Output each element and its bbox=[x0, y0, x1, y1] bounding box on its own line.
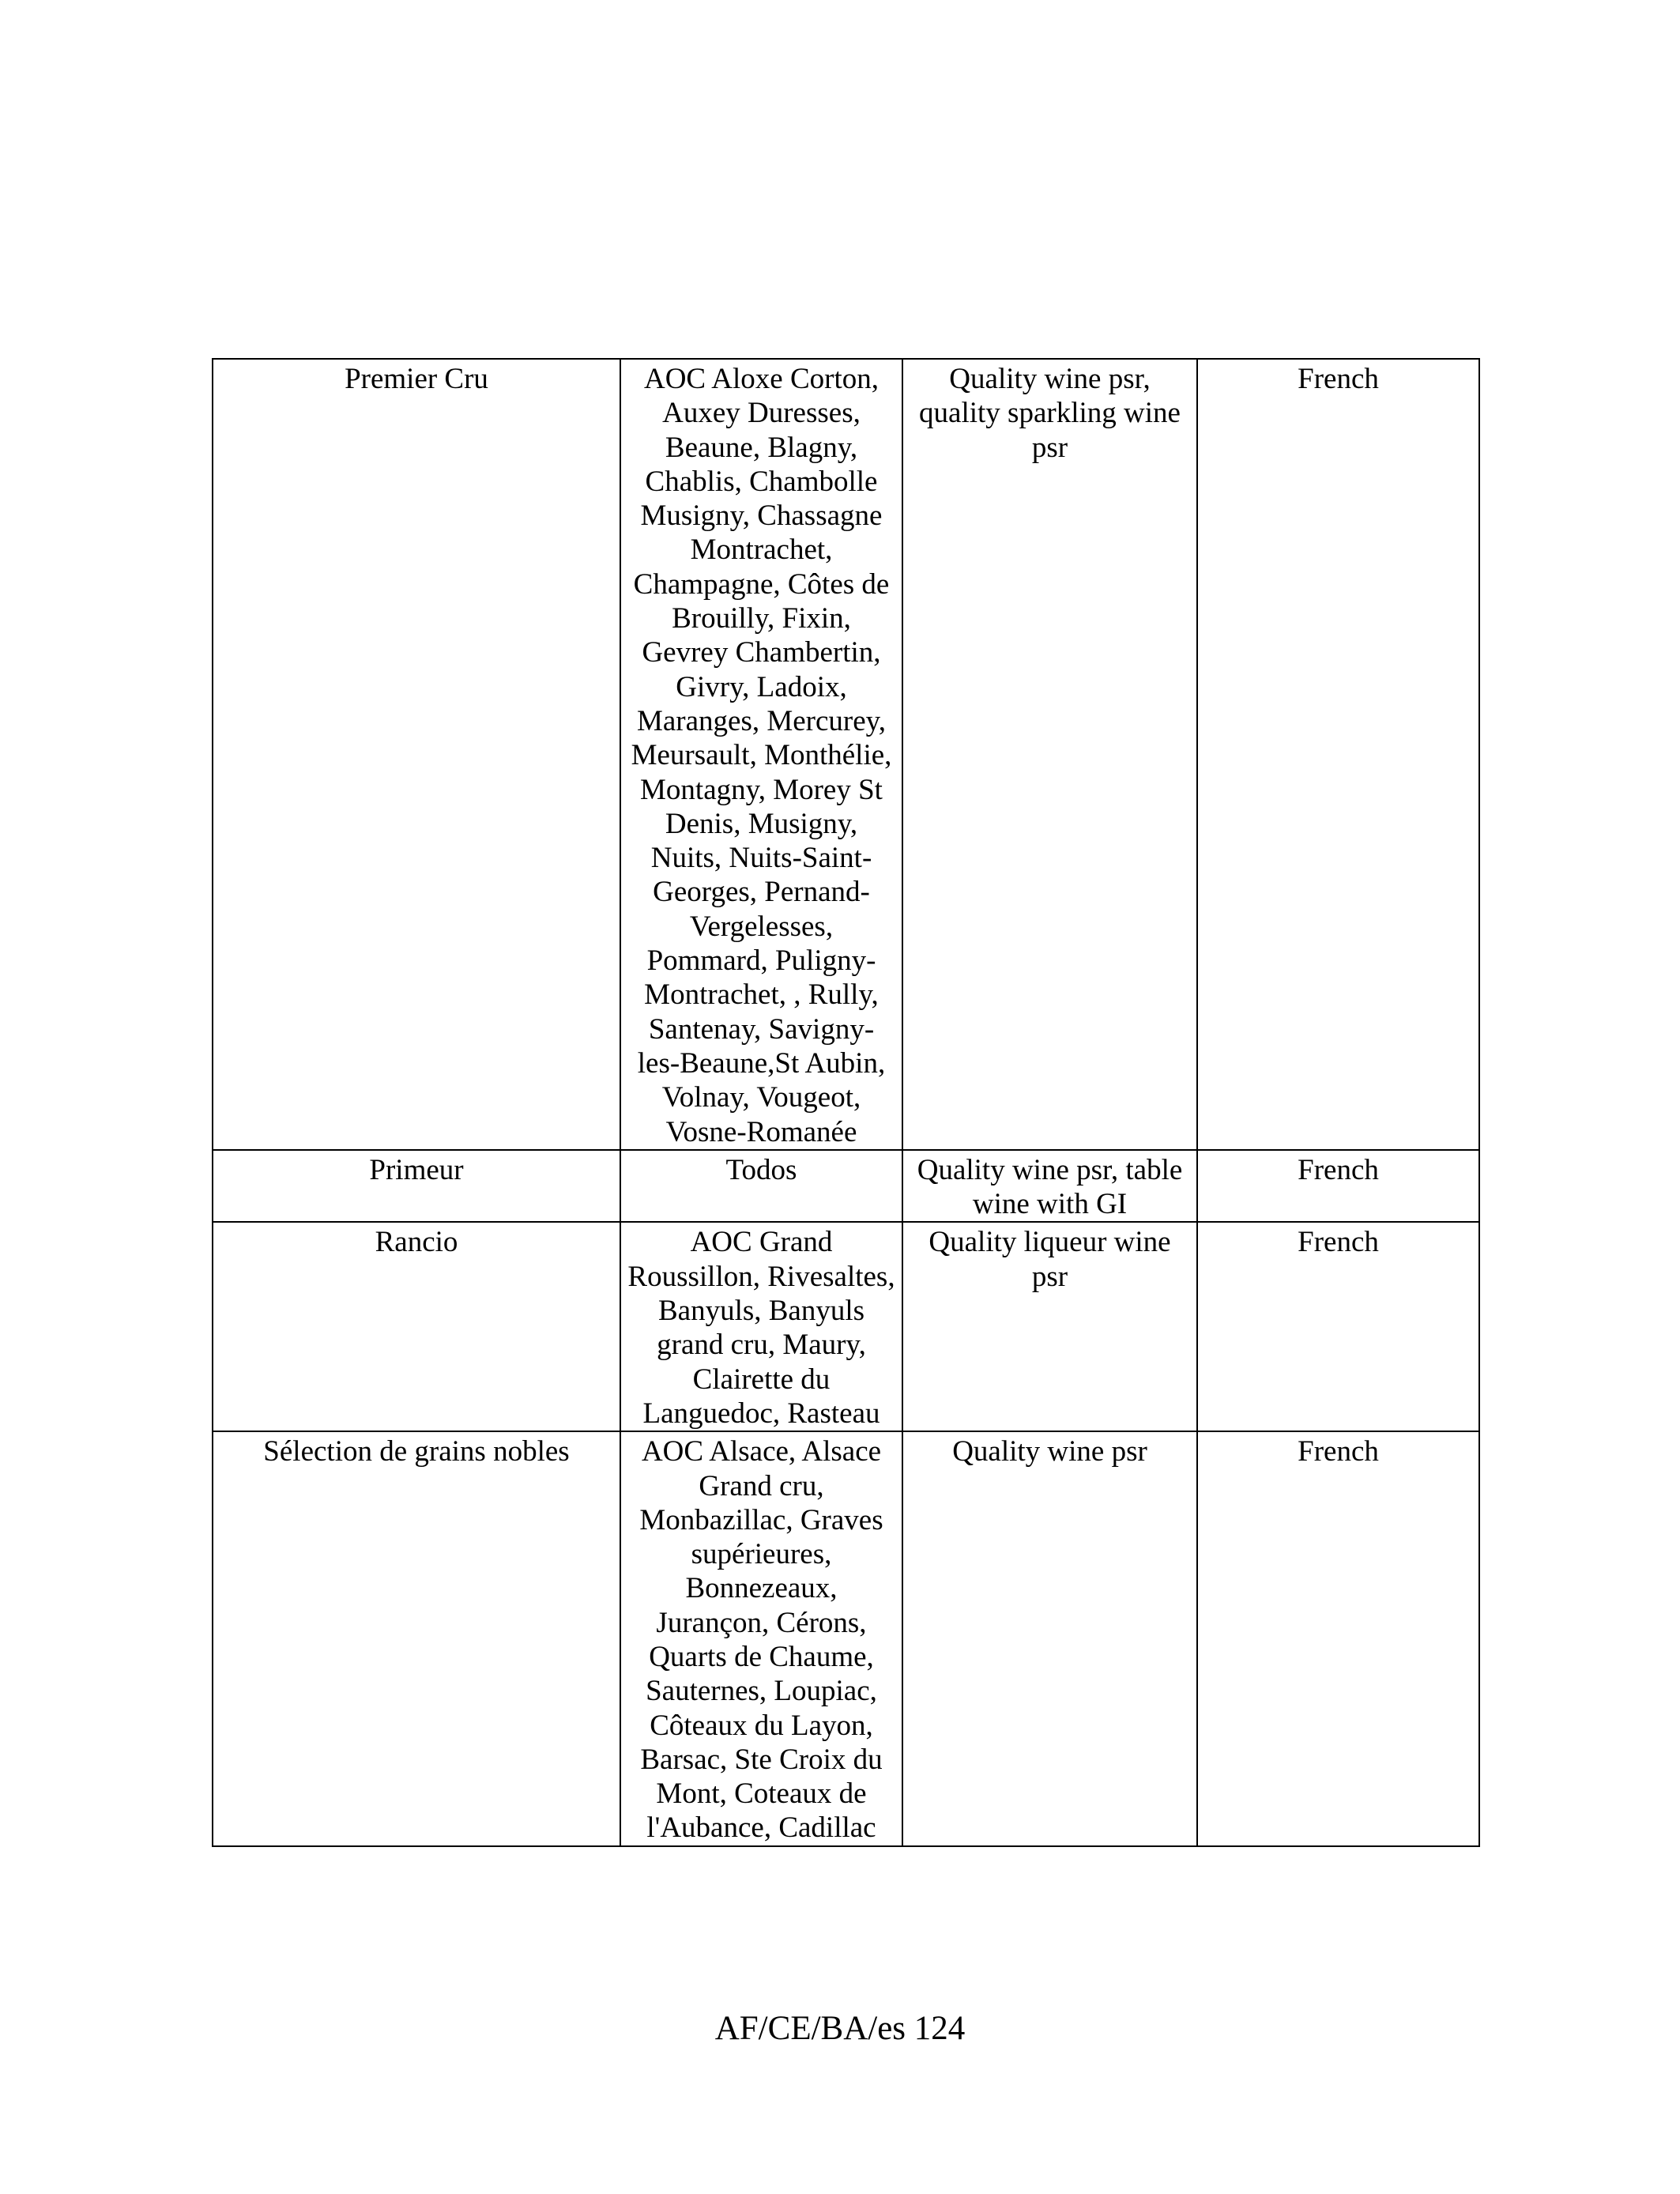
term-cell: Primeur bbox=[213, 1150, 620, 1223]
term-cell: Premier Cru bbox=[213, 359, 620, 1150]
page-footer-reference: AF/CE/BA/es 124 bbox=[714, 2010, 966, 2047]
language-cell: French bbox=[1197, 1431, 1479, 1846]
language-cell: French bbox=[1197, 1222, 1479, 1431]
wine-terms-table bbox=[212, 358, 1480, 1847]
category-cell: Quality liqueur wine psr bbox=[902, 1222, 1197, 1431]
table-row bbox=[213, 1222, 1479, 1431]
language-cell: French bbox=[1197, 359, 1479, 1150]
language-cell: French bbox=[1197, 1150, 1479, 1223]
table-row bbox=[213, 359, 1479, 1150]
category-cell: Quality wine psr, quality sparkling wine psr bbox=[902, 359, 1197, 1150]
term-cell: Sélection de grains nobles bbox=[213, 1431, 620, 1846]
table-row bbox=[213, 1431, 1479, 1846]
table-row bbox=[213, 1150, 1479, 1223]
term-cell: Rancio bbox=[213, 1222, 620, 1431]
appellations-cell: AOC Grand Roussillon, Rivesaltes, Banyuls, Banyuls grand cru, Maury, Clairette du Languedoc, Rasteau bbox=[620, 1222, 902, 1431]
appellations-cell: AOC Aloxe Corton, Auxey Duresses, Beaune, Blagny, Chablis, Chambolle Musigny, Chassagne Montrachet, Champagne, Côtes de Brouilly, Fixin, Gevrey Chambertin, Givry, Ladoix, Maranges, Mercurey, Meursault, Monthélie, Montagny, Morey St Denis, Musigny, Nuits, Nuits-Saint- Georges, Pernand- Vergelesses, Pommard, Puligny- Montrachet, , Rully, Santenay, Savigny- les-Beaune,St Aubin, Volnay, Vougeot, Vosne-Romanée bbox=[620, 359, 902, 1150]
appellations-cell: AOC Alsace, Alsace Grand cru, Monbazillac, Graves supérieures, Bonnezeaux, Jurançon, Cérons, Quarts de Chaume, Sauternes, Loupiac, Côteaux du Layon, Barsac, Ste Croix du Mont, Coteaux de l'Aubance, Cadillac bbox=[620, 1431, 902, 1846]
category-cell: Quality wine psr, table wine with GI bbox=[902, 1150, 1197, 1223]
appellations-cell: Todos bbox=[620, 1150, 902, 1223]
category-cell: Quality wine psr bbox=[902, 1431, 1197, 1846]
